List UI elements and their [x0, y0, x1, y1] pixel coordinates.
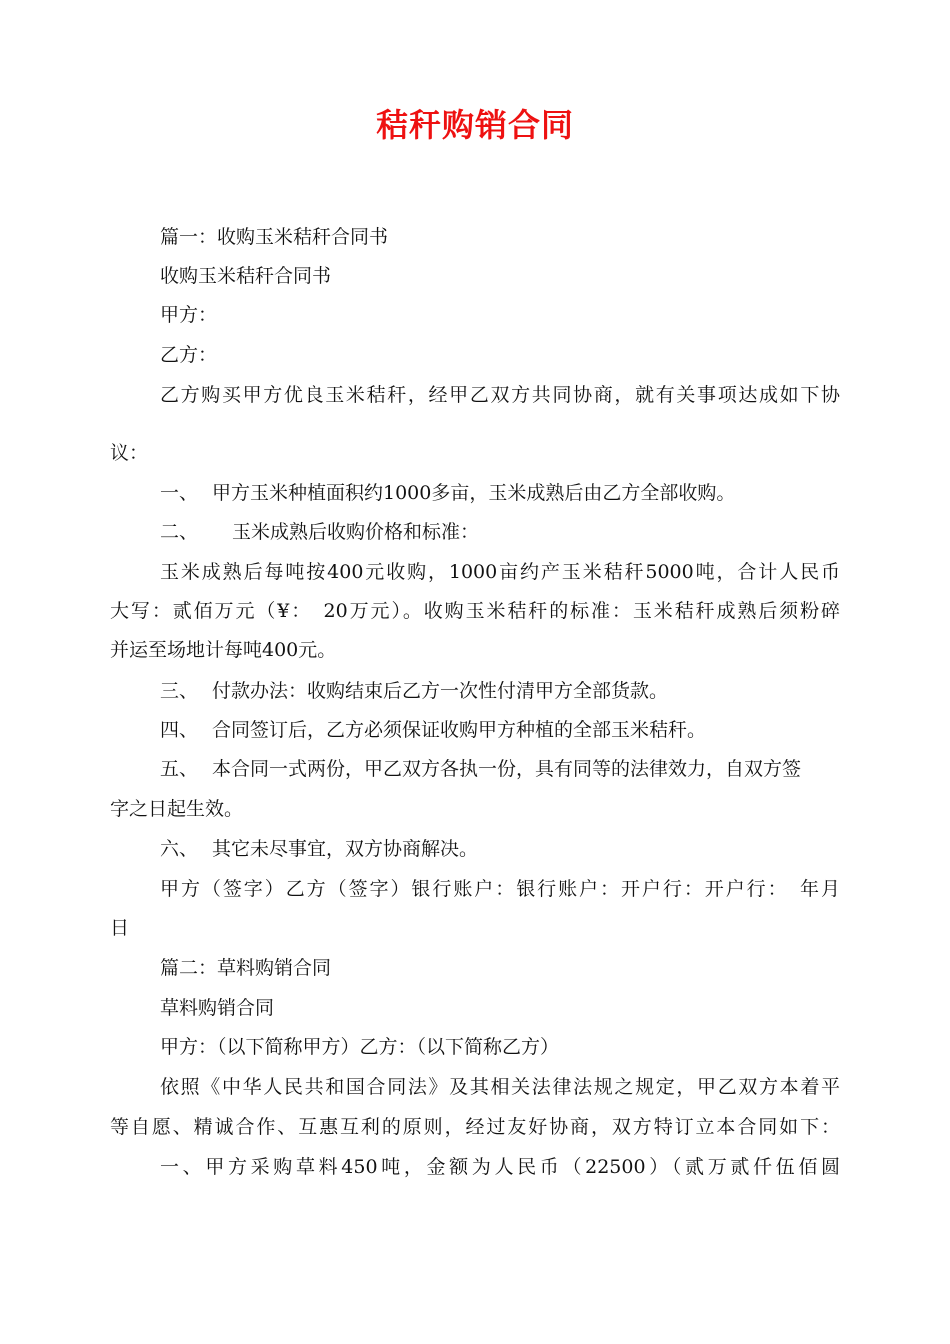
signature-line: 甲方（签字）乙方（签字）银行账户：银行账户：开户行：开户行： 年月 — [160, 878, 840, 900]
document-title: 秸秆购销合同 — [375, 106, 574, 144]
clause-5-continuation: 字之日起生效。 — [110, 798, 244, 820]
clause-number: 五、 — [160, 758, 199, 780]
contract-two-title: 草料购销合同 — [160, 997, 275, 1019]
clause-number: 六、 — [160, 838, 199, 860]
party-b-line: 乙方： — [160, 344, 218, 366]
price-paragraph-line1: 玉米成熟后每吨按400元收购，1000亩约产玉米秸秆5000吨，合计人民币 — [160, 561, 840, 583]
clause-5 — [160, 757, 840, 781]
party-a-line: 甲方： — [160, 304, 218, 326]
clause-text: 甲方玉米种植面积约1000多亩，玉米成熟后由乙方全部收购。 — [212, 482, 736, 504]
clause-text: 付款办法：收购结束后乙方一次性付清甲方全部货款。 — [212, 680, 669, 702]
signature-line-day: 日 — [110, 917, 130, 939]
clause-4 — [160, 718, 840, 742]
price-paragraph-line3: 并运至场地计每吨400元。 — [110, 639, 337, 661]
section-one-heading: 篇一：收购玉米秸秆合同书 — [160, 226, 389, 248]
price-paragraph-line2: 大写：贰佰万元（¥： 20万元）。收购玉米秸秆的标准：玉米秸秆成熟后须粉碎 — [110, 600, 840, 622]
clause-1 — [160, 481, 840, 505]
parties-line: 甲方：（以下简称甲方）乙方：（以下简称乙方） — [160, 1036, 560, 1058]
clause-text: 玉米成熟后收购价格和标准： — [232, 521, 480, 543]
intro-paragraph-line1: 乙方购买甲方优良玉米秸秆，经甲乙双方共同协商，就有关事项达成如下协 — [160, 384, 840, 406]
contract-one-title: 收购玉米秸秆合同书 — [160, 265, 332, 287]
basis-paragraph-line2: 等自愿、精诚合作、互惠互利的原则，经过友好协商，双方特订立本合同如下： — [110, 1116, 840, 1138]
clause-6 — [160, 837, 840, 861]
clause-number: 二、 — [160, 521, 199, 543]
clause-number: 一、 — [160, 482, 199, 504]
clause-3 — [160, 679, 840, 703]
clause-text: 其它未尽事宜，双方协商解决。 — [212, 838, 479, 860]
section-two-heading: 篇二：草料购销合同 — [160, 957, 332, 979]
purchase-clause-line1: 一、甲方采购草料450吨，金额为人民币（22500）（贰万贰仟伍佰圆 — [160, 1156, 840, 1178]
clause-text: 本合同一式两份，甲乙双方各执一份，具有同等的法律效力，自双方签 — [212, 758, 802, 780]
clause-2 — [160, 520, 840, 544]
intro-paragraph-line2: 议： — [110, 442, 149, 464]
basis-paragraph-line1: 依照《中华人民共和国合同法》及其相关法律法规之规定，甲乙双方本着平 — [160, 1076, 840, 1098]
clause-number: 三、 — [160, 680, 199, 702]
clause-text: 合同签订后，乙方必须保证收购甲方种植的全部玉米秸秆。 — [212, 719, 707, 741]
clause-number: 四、 — [160, 719, 199, 741]
